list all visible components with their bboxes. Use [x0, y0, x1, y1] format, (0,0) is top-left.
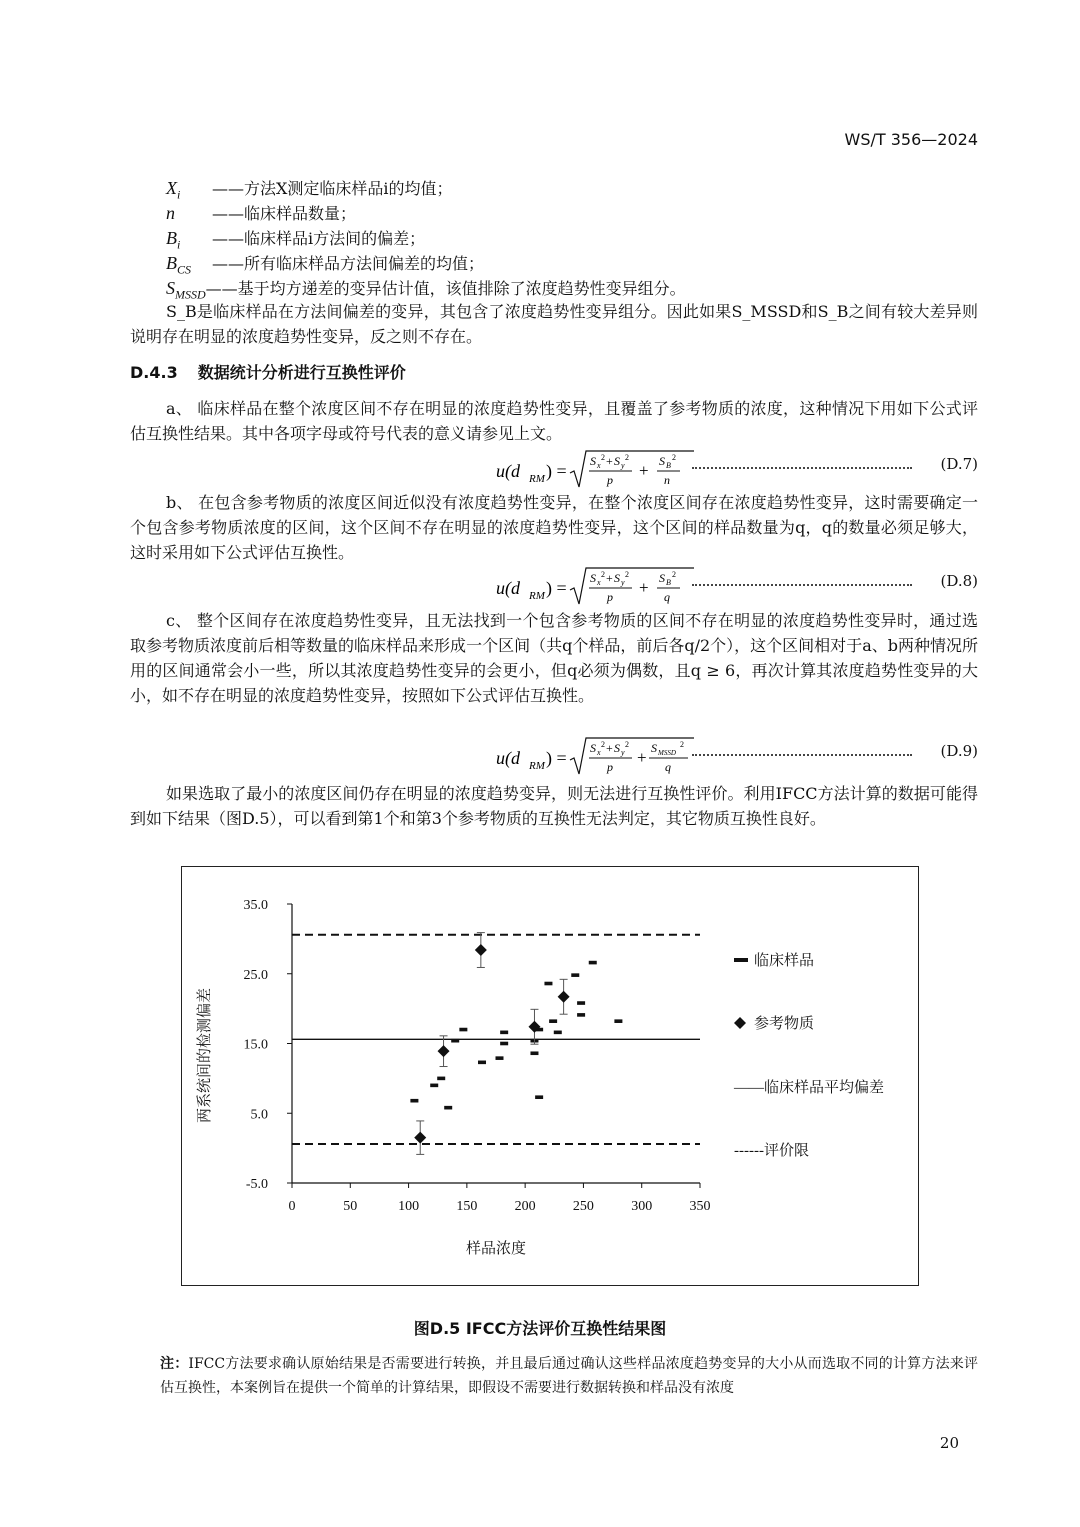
- section-title: 数据统计分析进行互换性评价: [197, 363, 406, 382]
- symbol-definition-row: [166, 201, 356, 225]
- svg-text:n: n: [664, 473, 670, 487]
- svg-text:S: S: [590, 741, 596, 755]
- paragraph-case-a: a、 临床样品在整个浓度区间不存在明显的浓度趋势性变异，且覆盖了参考物质的浓度，这种情况下用如下公式评估互换性结果。其中各项字母或符号代表的意义请参见上文。: [130, 399, 978, 443]
- svg-text:+: +: [606, 454, 613, 468]
- equation-formula: [496, 736, 696, 780]
- svg-text:2: 2: [601, 570, 605, 579]
- page-number: 20: [939, 1434, 959, 1452]
- svg-text:2: 2: [625, 453, 629, 462]
- paragraph-case-c: c、 整个区间存在浓度趋势性变异，且无法找到一个包含参考物质的区间不存在明显的浓度趋势性变异时，通过选取参考物质浓度前后相等数量的临床样品来形成一个区间（共q个样品，前后各q/2个），这个区间相对于a、b两种情况所用的区间通常会小一些，所以其浓度趋势性变异的会更小，但q必须为偶数，且q ≥ 6，再次计算其浓度趋势性变异的大小，如不存在明显的浓度趋势性变异，按照如下公式评估互换性。: [130, 611, 978, 705]
- svg-text:B: B: [666, 461, 671, 470]
- x-tick-label: 50: [343, 1199, 358, 1214]
- symbol: $S_{MSSD}$: [166, 278, 206, 302]
- reference-material-point: [438, 1045, 450, 1057]
- svg-text:u(d: u(d: [496, 461, 520, 481]
- clinical-sample-point: [500, 1042, 508, 1046]
- legend-dash-marker: [734, 958, 748, 962]
- clinical-sample-point: [451, 1039, 459, 1043]
- clinical-sample-point: [589, 961, 597, 965]
- equation-number: (D.8): [940, 572, 978, 590]
- svg-text:y: y: [621, 748, 625, 757]
- section-heading: [130, 360, 406, 383]
- figure-caption: 图D.5 IFCC方法评价互换性结果图: [413, 1319, 667, 1338]
- document-id: WS/T 356—2024: [844, 130, 978, 149]
- clinical-sample-point: [430, 1084, 438, 1088]
- symbol: $B_{CS}$: [166, 253, 192, 277]
- svg-text:q: q: [664, 590, 670, 604]
- equation-d8: [130, 566, 978, 610]
- symbol: $X_i$: [166, 178, 181, 202]
- svg-text:y: y: [621, 461, 625, 470]
- y-tick-label: 5.0: [250, 1107, 268, 1123]
- symbol-definition-row: [166, 226, 425, 250]
- symbol-definition-row: [166, 276, 686, 300]
- reference-material-point: [475, 944, 487, 956]
- symbol-description: ——所有临床样品方法间偏差的均值；: [212, 254, 485, 273]
- clinical-sample-point: [530, 1051, 538, 1055]
- equation-d7: [130, 449, 978, 493]
- x-tick-label: 200: [514, 1199, 536, 1214]
- svg-text:) =: ) =: [546, 461, 567, 481]
- y-tick-label: -5.0: [245, 1177, 268, 1192]
- note-label: 注：: [160, 1356, 189, 1372]
- y-tick-label: 15.0: [243, 1037, 268, 1053]
- symbol-description: ——基于均方递差的变异估计值，该值排除了浓度趋势性变异组分。: [205, 279, 686, 298]
- interchangeability-chart: [182, 867, 917, 1284]
- clinical-sample-point: [549, 1019, 557, 1023]
- svg-text:S: S: [590, 571, 596, 585]
- clinical-sample-point: [544, 982, 552, 986]
- clinical-sample-point: [495, 1056, 503, 1060]
- paragraph-case-b: b、 在包含参考物质的浓度区间近似没有浓度趋势性变异，在整个浓度区间存在浓度趋势性变异，这时需要确定一个包含参考物质浓度的区间，这个区间不存在明显的浓度趋势性变异，这个区间的样品数量为q，q的数量必须足够大，这时采用如下公式评估互换性。: [130, 493, 978, 562]
- clinical-sample-point: [554, 1031, 562, 1035]
- x-tick-label: 100: [398, 1199, 420, 1214]
- svg-text:S: S: [659, 571, 665, 585]
- x-tick-label: 150: [456, 1199, 478, 1214]
- x-tick-label: 350: [689, 1199, 711, 1214]
- svg-text:y: y: [621, 578, 625, 587]
- svg-text:2: 2: [625, 570, 629, 579]
- note-text: IFCC方法要求确认原始结果是否需要进行转换，并且最后通过确认这些样品浓度趋势变异的大小从而选取不同的计算方法来评估互换性，本案例旨在提供一个简单的计算结果，即假设不需要进行数据转换和样品没有浓度: [160, 1356, 979, 1396]
- paragraph-result: 如果选取了最小的浓度区间仍存在明显的浓度趋势变异，则无法进行互换性评价。利用IFCC方法计算的数据可能得到如下结果（图D.5），可以看到第1个和第3个参考物质的互换性无法判定，其它物质互换性良好。: [130, 784, 978, 828]
- svg-text:x: x: [597, 578, 601, 587]
- equation-formula: [496, 449, 696, 493]
- x-axis-label: 样品浓度: [465, 1241, 527, 1257]
- svg-text:p: p: [607, 590, 613, 604]
- svg-text:2: 2: [625, 740, 629, 749]
- leader-dots: [692, 754, 912, 756]
- svg-text:MSSD: MSSD: [658, 749, 676, 757]
- reference-material-point: [558, 991, 570, 1003]
- svg-text:u(d: u(d: [496, 748, 520, 768]
- svg-text:x: x: [597, 461, 601, 470]
- svg-text:+: +: [639, 461, 649, 480]
- legend-label: ——临床样品平均偏差: [734, 1080, 885, 1096]
- clinical-sample-point: [500, 1031, 508, 1035]
- symbol-description: ——临床样品i方法间的偏差；: [212, 229, 426, 248]
- svg-text:q: q: [665, 760, 671, 774]
- clinical-sample-point: [577, 1001, 585, 1005]
- legend-label: 参考物质: [754, 1016, 815, 1032]
- symbol-description: ——方法X测定临床样品i的均值；: [212, 179, 453, 198]
- svg-text:S: S: [590, 454, 596, 468]
- symbol-definition-row: [166, 176, 453, 200]
- svg-text:+: +: [637, 748, 647, 767]
- symbol: $B_i$: [166, 228, 181, 252]
- paragraph-sb: S_B是临床样品在方法间偏差的变异，其包含了浓度趋势性变异组分。因此如果S_MSSD和S_B之间有较大差异则说明存在明显的浓度趋势性变异，反之则不存在。: [130, 302, 978, 346]
- svg-text:u(d: u(d: [496, 578, 520, 598]
- symbol: n: [166, 203, 175, 223]
- equation-formula: [496, 566, 696, 610]
- svg-text:) =: ) =: [546, 748, 567, 768]
- svg-text:S: S: [614, 571, 620, 585]
- svg-text:x: x: [597, 748, 601, 757]
- clinical-sample-point: [571, 973, 579, 977]
- symbol-description: ——临床样品数量；: [212, 204, 357, 223]
- svg-text:+: +: [639, 578, 649, 597]
- clinical-sample-point: [437, 1077, 445, 1081]
- section-number: D.4.3: [130, 363, 178, 382]
- svg-text:2: 2: [672, 570, 676, 579]
- clinical-sample-point: [410, 1099, 418, 1103]
- chart-frame: [181, 866, 919, 1286]
- clinical-sample-point: [577, 1013, 585, 1017]
- x-tick-label: 0: [288, 1199, 296, 1214]
- svg-text:S: S: [651, 741, 657, 755]
- note: [160, 1352, 978, 1400]
- reference-material-point: [414, 1132, 426, 1144]
- clinical-sample-point: [614, 1019, 622, 1023]
- svg-text:p: p: [607, 760, 613, 774]
- svg-text:RM: RM: [529, 473, 545, 485]
- clinical-sample-point: [478, 1061, 486, 1065]
- svg-text:2: 2: [672, 453, 676, 462]
- equation-number: (D.7): [940, 455, 978, 473]
- y-axis-label: 两系统间的检测偏差: [197, 987, 213, 1124]
- equation-d9: [130, 736, 978, 780]
- svg-text:2: 2: [601, 453, 605, 462]
- svg-text:S: S: [659, 454, 665, 468]
- y-tick-label: 25.0: [243, 967, 268, 983]
- svg-text:RM: RM: [529, 590, 545, 602]
- svg-text:p: p: [607, 473, 613, 487]
- clinical-sample-point: [535, 1095, 543, 1099]
- svg-text:B: B: [666, 578, 671, 587]
- svg-text:S: S: [614, 454, 620, 468]
- legend-label: 临床样品: [754, 953, 815, 969]
- clinical-sample-point: [459, 1028, 467, 1032]
- x-tick-label: 300: [631, 1199, 653, 1214]
- clinical-sample-point: [444, 1106, 452, 1110]
- svg-text:+: +: [606, 571, 613, 585]
- y-tick-label: 35.0: [243, 898, 268, 913]
- svg-text:RM: RM: [529, 760, 545, 772]
- x-tick-label: 250: [572, 1199, 594, 1214]
- svg-text:+: +: [606, 741, 613, 755]
- svg-text:2: 2: [601, 740, 605, 749]
- svg-text:2: 2: [680, 740, 684, 749]
- symbol-definition-row: [166, 251, 484, 275]
- equation-number: (D.9): [940, 742, 978, 760]
- legend-diamond-marker: [734, 1017, 746, 1029]
- leader-dots: [692, 467, 912, 469]
- svg-text:S: S: [614, 741, 620, 755]
- leader-dots: [692, 584, 912, 586]
- legend-label: ------评价限: [734, 1143, 809, 1159]
- svg-text:) =: ) =: [546, 578, 567, 598]
